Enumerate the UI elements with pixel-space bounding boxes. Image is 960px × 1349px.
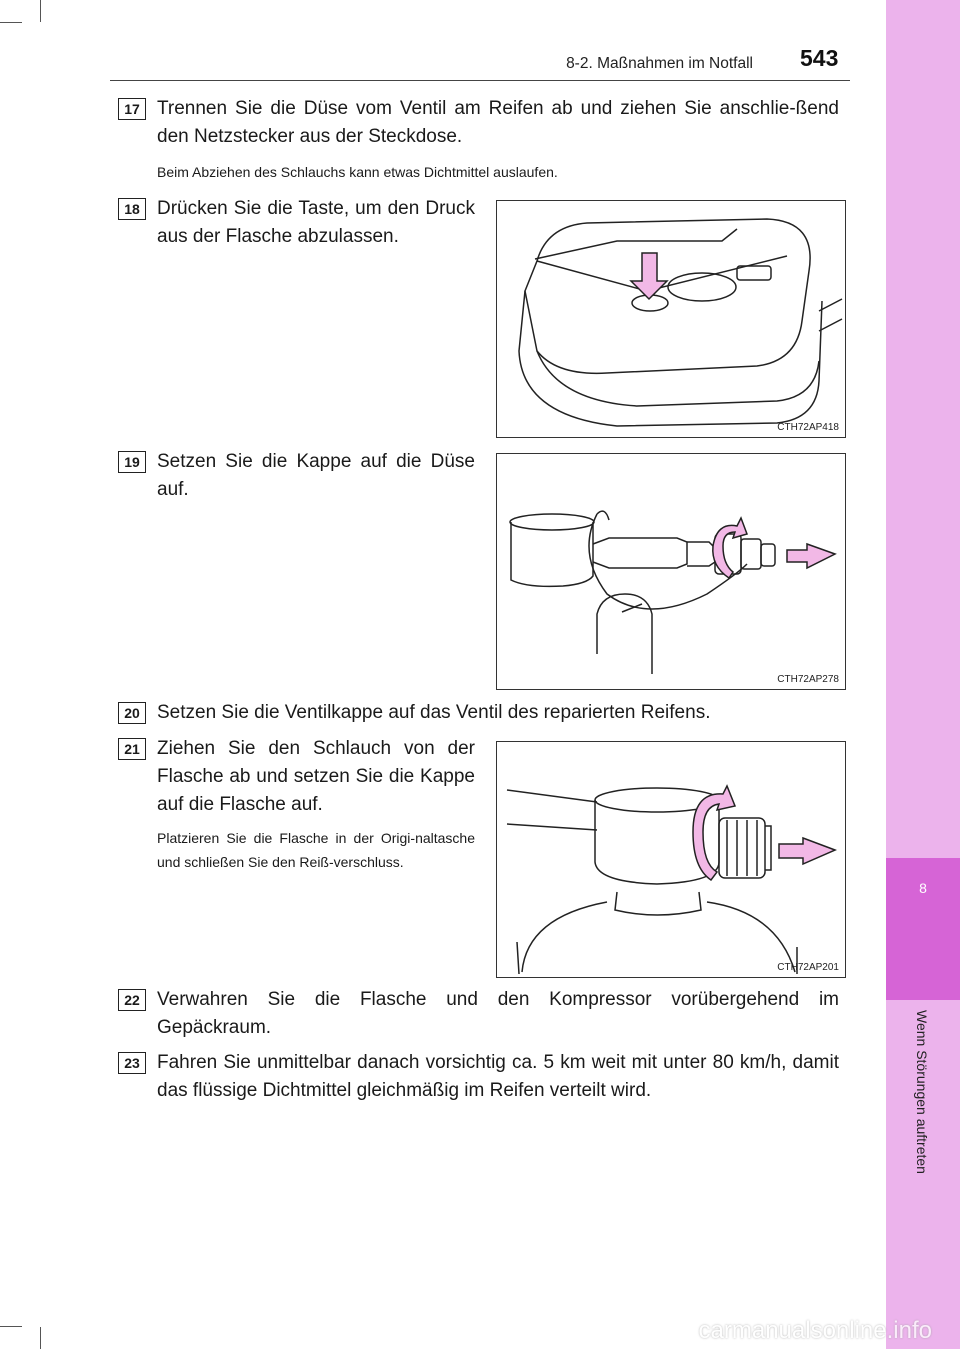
step-number: 20 xyxy=(118,702,146,724)
step-note: Platzieren Sie die Flasche in der Origi-naltasche und schließen Sie den Reiß-verschluss. xyxy=(157,830,475,870)
step-text: Trennen Sie die Düse vom Ventil am Reifen ab und ziehen Sie anschlie-ßend den Netzstecker aus der Steckdose. xyxy=(157,98,839,147)
page-number: 543 xyxy=(800,45,839,71)
step-number: 19 xyxy=(118,451,146,473)
step-text: Setzen Sie die Kappe auf die Düse auf. xyxy=(157,451,475,500)
crop-mark xyxy=(0,22,22,23)
figure-nozzle-cap xyxy=(496,453,846,690)
step-text: Drücken Sie die Taste, um den Druck aus der Flasche abzulassen. xyxy=(157,198,475,247)
chapter-number: 8 xyxy=(919,880,927,896)
step-text: Verwahren Sie die Flasche und den Kompressor vorübergehend im Gepäckraum. xyxy=(157,989,839,1038)
compressor-button-illustration xyxy=(497,201,845,437)
step-number: 23 xyxy=(118,1052,146,1074)
chapter-title: Wenn Störungen auftreten xyxy=(914,1010,930,1174)
step-number: 22 xyxy=(118,989,146,1011)
figure-code: CTH72AP201 xyxy=(777,962,839,973)
figure-compressor xyxy=(496,200,846,438)
figure-bottle-cap xyxy=(496,741,846,978)
figure-code: CTH72AP278 xyxy=(777,674,839,685)
step-text: Ziehen Sie den Schlauch von der Flasche ab und setzen Sie die Kappe auf die Flasche auf. xyxy=(157,738,475,815)
step-number: 21 xyxy=(118,738,146,760)
nozzle-cap-illustration xyxy=(497,454,845,689)
section-title: 8-2. Maßnahmen im Notfall xyxy=(566,55,753,72)
step-text: Fahren Sie unmittelbar danach vorsichtig ca. 5 km weit mit unter 80 km/h, damit das flüssige Dichtmittel gleichmäßig im Reifen verteilt wird. xyxy=(157,1052,839,1101)
header-rule xyxy=(110,80,850,81)
step-number: 17 xyxy=(118,98,146,120)
step-text: Setzen Sie die Ventilkappe auf das Ventil des reparierten Reifens. xyxy=(157,702,711,723)
chapter-sidebar xyxy=(886,0,960,1349)
crop-mark xyxy=(0,1326,22,1327)
step-number: 18 xyxy=(118,198,146,220)
crop-mark xyxy=(40,1327,41,1349)
watermark: carmanualsonline.info xyxy=(698,1317,932,1344)
step-note: Beim Abziehen des Schlauchs kann etwas Dichtmittel auslaufen. xyxy=(157,164,558,180)
bottle-cap-illustration xyxy=(497,742,845,977)
figure-code: CTH72AP418 xyxy=(777,422,839,433)
crop-mark xyxy=(40,0,41,22)
